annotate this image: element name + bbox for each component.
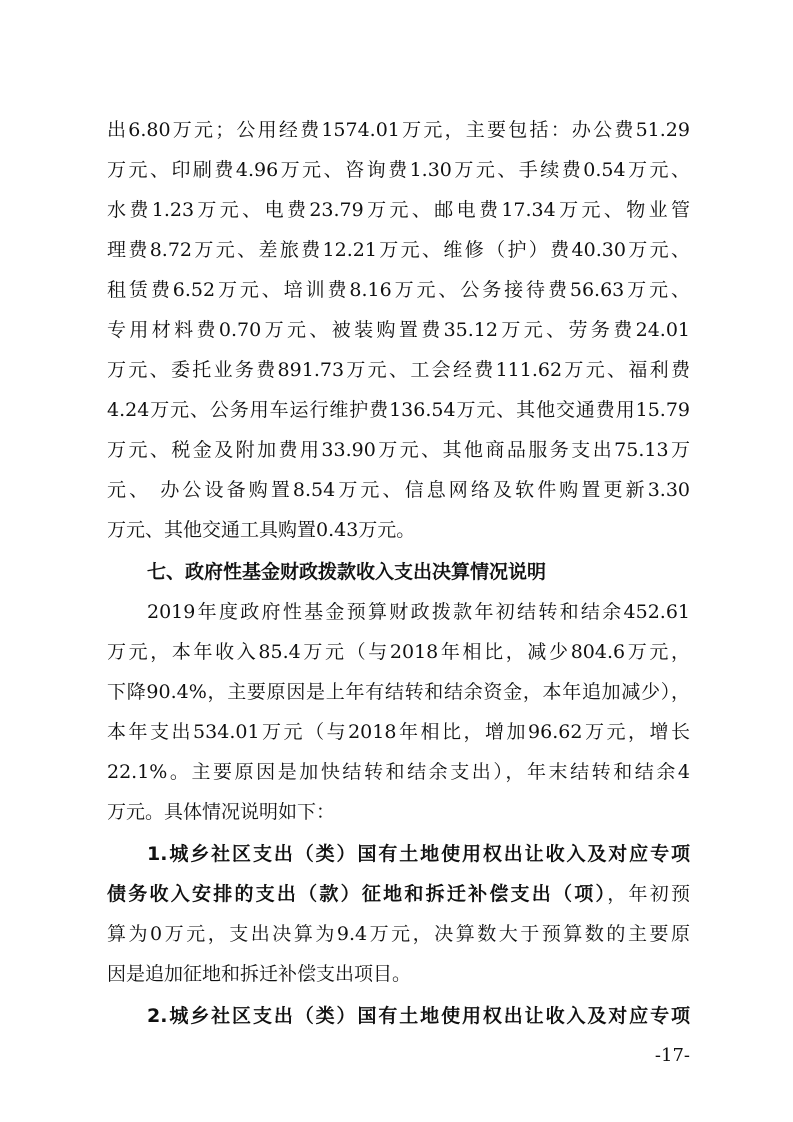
paragraph-line: 下降90.4%，主要原因是上年有结转和结余资金，本年追加减少）， [107,681,690,703]
paragraph-line: 出6.80万元；公用经费1574.01万元，主要包括：办公费51.29 [107,119,690,141]
item-title-line: 2.城乡社区支出（类）国有土地使用权出让收入及对应专项 [147,1005,690,1027]
page-number: -17- [654,1045,690,1066]
paragraph-line: 算为0万元，支出决算为9.4万元，决算数大于预算数的主要原 [107,923,690,945]
paragraph-line: 4.24万元、公务用车运行维护费136.54万元、其他交通费用15.79 [107,399,690,421]
item-title-line: 1.城乡社区支出（类）国有土地使用权出让收入及对应专项 [147,843,690,865]
paragraph-line: 水费1.23万元、电费23.79万元、邮电费17.34万元、物业管 [107,199,690,221]
paragraph-line: 万元、委托业务费891.73万元、工会经费111.62万元、福利费 [107,359,690,381]
section-heading: 七、政府性基金财政拨款收入支出决算情况说明 [147,561,547,583]
paragraph-line: 2019年度政府性基金预算财政拨款年初结转和结余452.61 [147,601,690,623]
paragraph-line [107,882,690,906]
paragraph-line: 万元，本年收入85.4万元（与2018年相比，减少804.6万元， [107,641,690,663]
item-title-continuation: 债务收入安排的支出（款）征地和拆迁补偿支出（项） [107,883,608,905]
paragraph-line: 理费8.72万元、差旅费12.21万元、维修（护）费40.30万元、 [107,239,690,261]
paragraph-line: 22.1%。主要原因是加快结转和结余支出），年末结转和结余4 [107,761,690,783]
paragraph-line: 专用材料费0.70万元、被装购置费35.12万元、劳务费24.01 [107,319,690,341]
paragraph-line: 租赁费6.52万元、培训费8.16万元、公务接待费56.63万元、 [107,279,690,301]
paragraph-line: 万元、印刷费4.96万元、咨询费1.30万元、手续费0.54万元、 [107,159,690,181]
paragraph-line: 万元。具体情况说明如下： [107,801,336,823]
paragraph-line: 万元、其他交通工具购置0.43万元。 [107,519,416,541]
item-text: ，年初预 [607,883,690,905]
paragraph-line: 万元、税金及附加费用33.90万元、其他商品服务支出75.13万 [107,439,690,461]
paragraph-line: 因是追加征地和拆迁补偿支出项目。 [107,963,412,985]
paragraph-line: 本年支出534.01万元（与2018年相比，增加96.62万元，增长 [107,721,690,743]
paragraph-line: 元、 办公设备购置8.54万元、信息网络及软件购置更新3.30 [107,479,690,501]
